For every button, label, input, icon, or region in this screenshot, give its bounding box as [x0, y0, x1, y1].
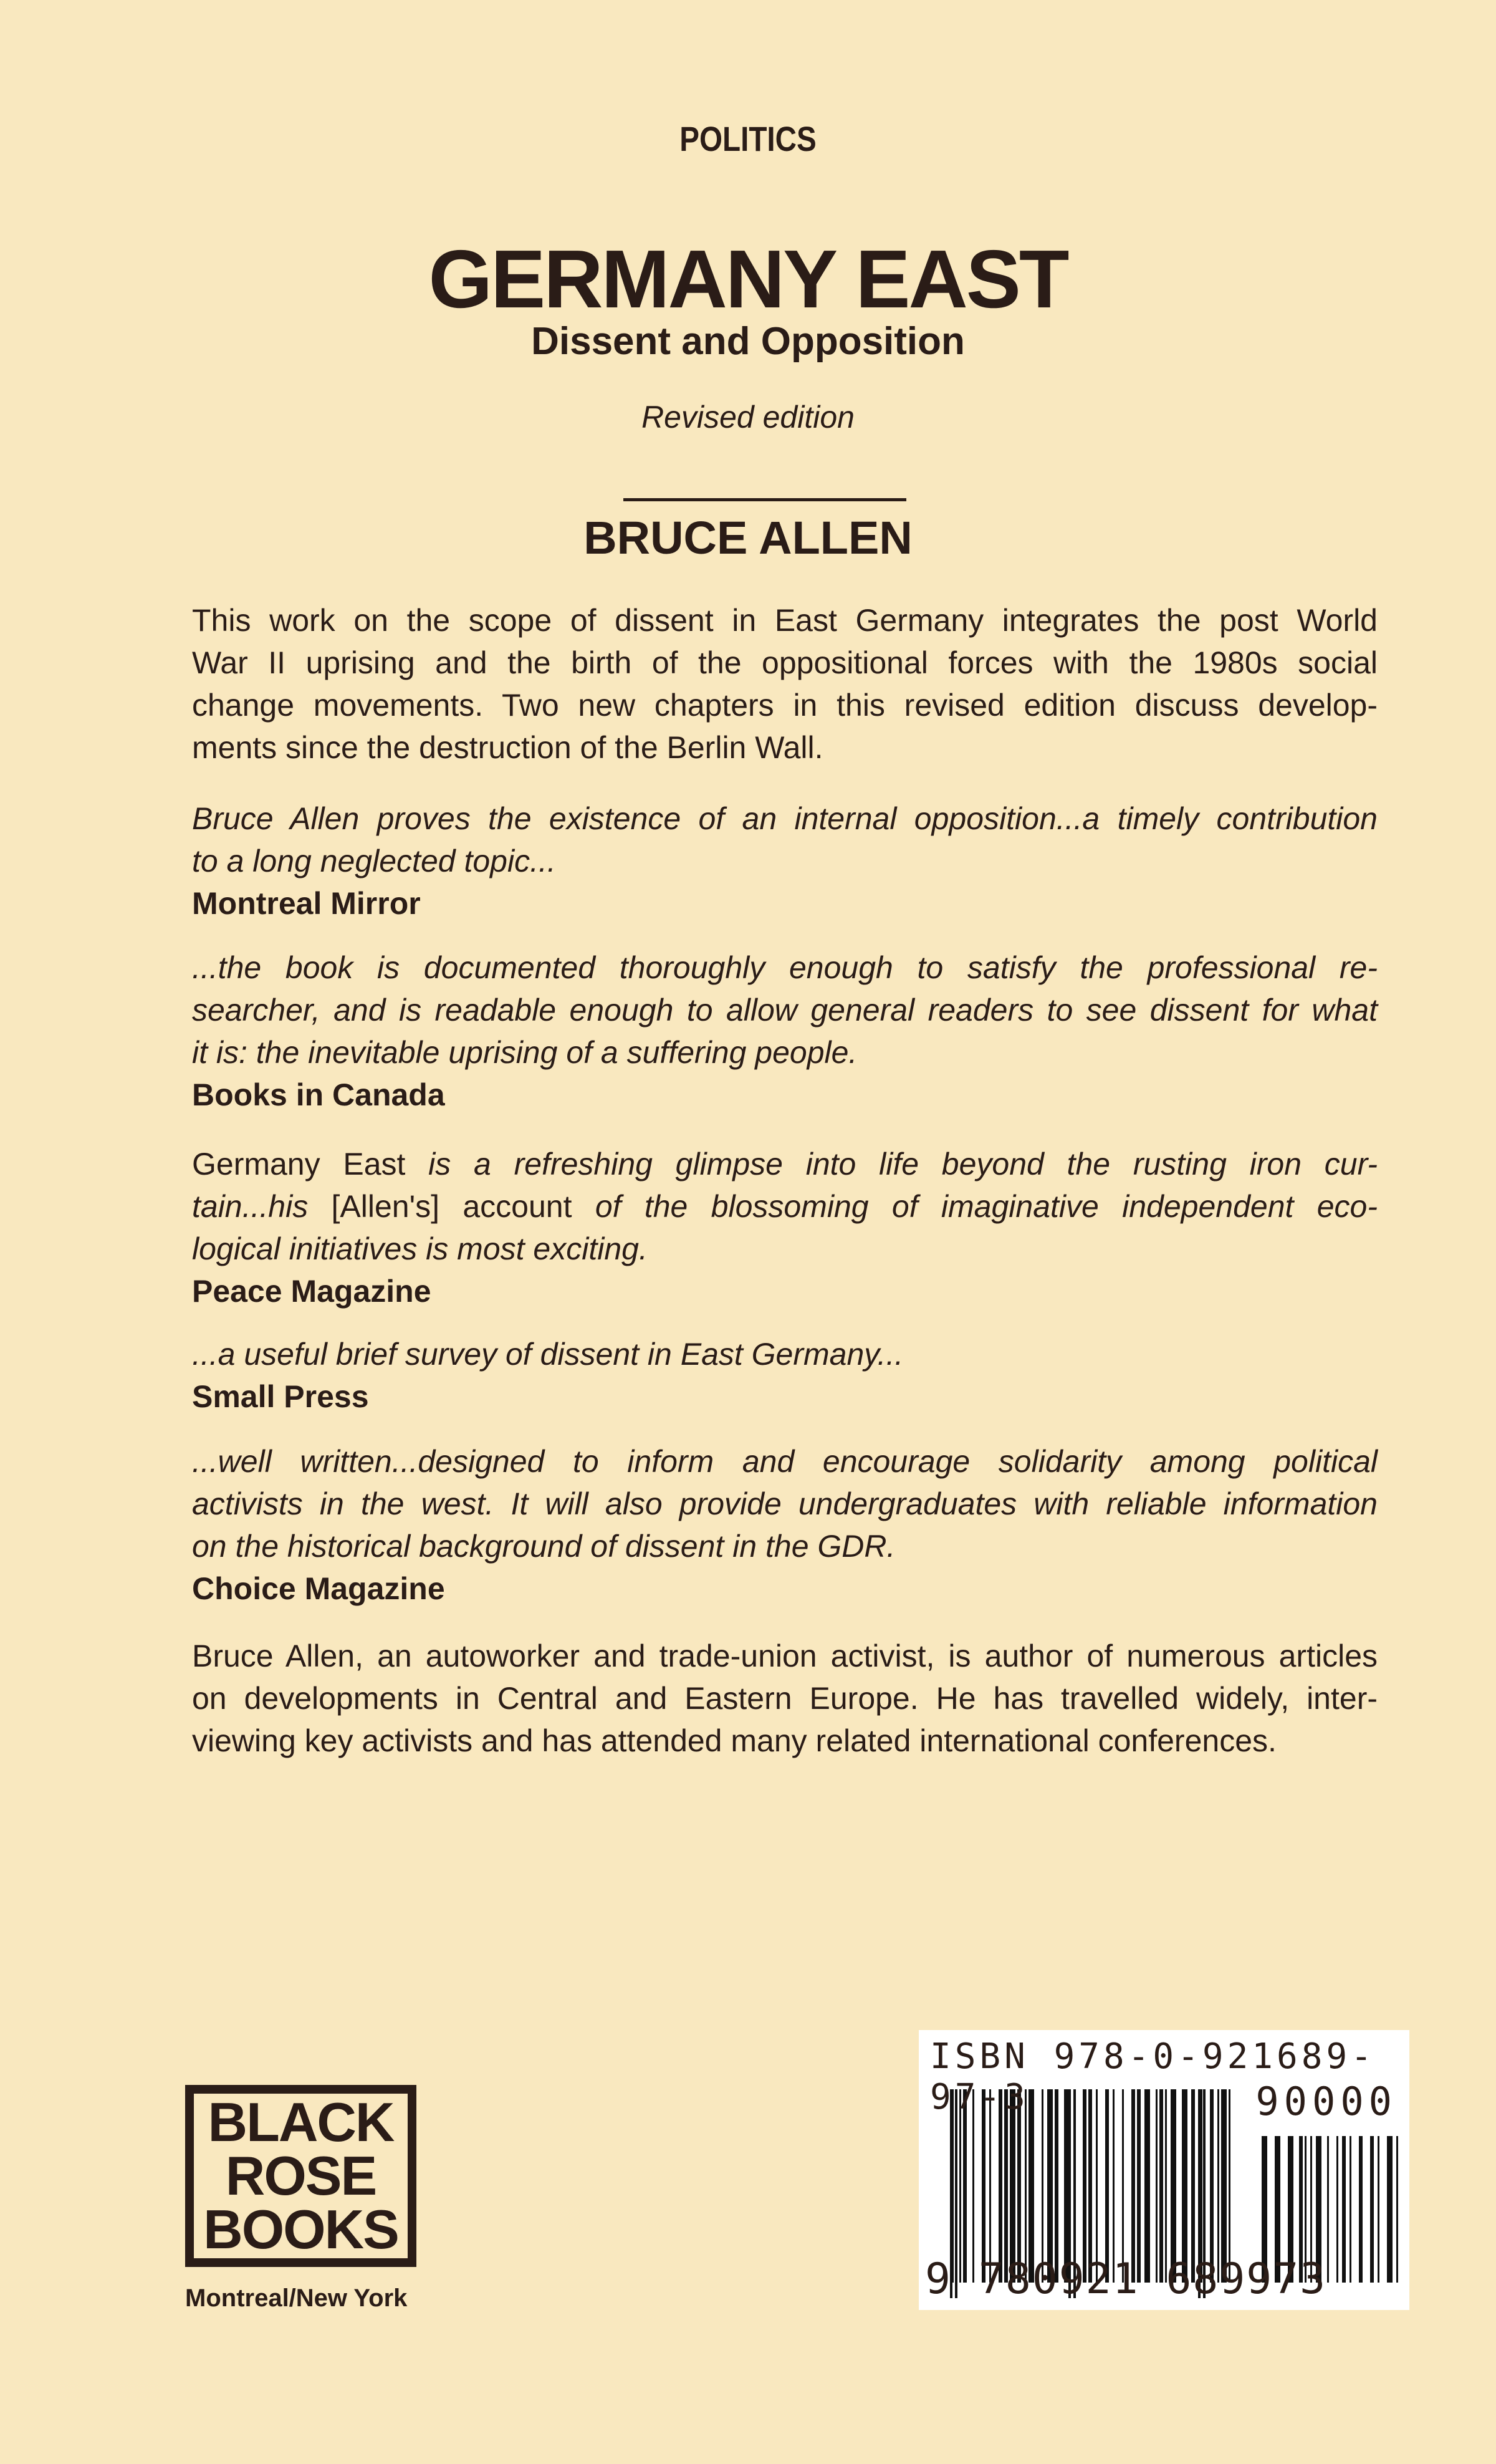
barcode-bar: [959, 2089, 961, 2283]
text-segment: viewing key activists and has attended many related international conferences.: [192, 1723, 1277, 1758]
author-name: BRUCE ALLEN: [583, 512, 913, 564]
book-title: GERMANY EAST: [428, 233, 1068, 325]
text-line: [192, 1677, 1378, 1720]
barcode-bar: [1191, 2089, 1195, 2283]
text-segment: Germany East: [192, 1147, 429, 1181]
text-segment: is a refreshing glimpse into life beyond the rusting iron cur-: [428, 1147, 1378, 1181]
review-source: Peace Magazine: [192, 1274, 431, 1309]
barcode-bar: [1350, 2136, 1351, 2283]
barcode-bar: [1342, 2136, 1346, 2283]
barcode-bar: [999, 2089, 1002, 2283]
review: [192, 1333, 1378, 1418]
review-source: Choice Magazine: [192, 1571, 445, 1606]
text-segment: on developments in Central and Eastern Europe. He has travelled widely, inter-: [192, 1681, 1378, 1716]
barcode-bar: [1327, 2136, 1329, 2283]
text-line: [192, 840, 1378, 882]
barcode-bar: [963, 2089, 967, 2283]
barcode-bar: [1396, 2136, 1398, 2283]
barcode-bar: [1042, 2089, 1043, 2283]
text-segment: logical initiatives is most exciting.: [192, 1231, 648, 1266]
text-line: [192, 797, 1378, 840]
barcode-bar: [1144, 2089, 1150, 2283]
barcode-bar: [1137, 2089, 1141, 2283]
text-line: [192, 1525, 1378, 1567]
text-segment: searcher, and is readable enough to allow general readers to see dissent for what: [192, 993, 1378, 1027]
text-line: [192, 1720, 1378, 1762]
text-segment: This work on the scope of dissent in East Germany integrates the post World: [192, 603, 1378, 638]
barcode-bar: [1159, 2089, 1163, 2283]
text-line: [192, 1228, 1378, 1270]
text-segment: Bruce Allen proves the existence of an internal opposition...a timely contribution: [192, 801, 1378, 836]
text-segment: ...a useful brief survey of dissent in East Germany...: [192, 1337, 904, 1372]
text-segment: activists in the west. It will also provide undergraduates with reliable information: [192, 1486, 1378, 1521]
barcode-bar: [1025, 2089, 1027, 2283]
text-segment: War II uprising and the birth of the oppositional forces with the 1980s social: [192, 645, 1378, 680]
logo-text: BLACK: [208, 2091, 394, 2153]
text-segment: tain...his: [192, 1189, 332, 1224]
barcode-bar: [1096, 2089, 1098, 2283]
review-source: Small Press: [192, 1379, 369, 1414]
barcode-bar: [989, 2089, 991, 2283]
text-segment: ...the book is documented thoroughly enough to satisfy the professional re-: [192, 950, 1378, 985]
text-segment: of the blossoming of imaginative independent eco-: [595, 1189, 1378, 1224]
text-line: [192, 1143, 1378, 1185]
price-code: 90000: [1255, 2079, 1397, 2124]
text-line: [192, 989, 1378, 1031]
review: [192, 1440, 1378, 1610]
text-segment: on the historical background of dissent in the GDR.: [192, 1529, 896, 1564]
barcode-bar: [1131, 2089, 1135, 2283]
barcode-bar: [1221, 2089, 1227, 2283]
barcode-bar: [1105, 2089, 1109, 2283]
logo-text: BOOKS: [203, 2198, 398, 2260]
text-line: [192, 642, 1378, 684]
barcode-bar: [1004, 2089, 1008, 2283]
text-line: [192, 1031, 1378, 1074]
text-segment: to a long neglected topic...: [192, 844, 556, 878]
text-line: [192, 1333, 1378, 1375]
divider: [623, 498, 906, 501]
barcode-bar: [1122, 2089, 1124, 2283]
barcode-bar: [1010, 2089, 1015, 2283]
text-segment: change movements. Two new chapters in this revised edition discuss develop-: [192, 688, 1378, 723]
review-source: Montreal Mirror: [192, 886, 421, 921]
barcode-bar: [1182, 2089, 1187, 2283]
barcode-bar: [1028, 2089, 1034, 2283]
review: [192, 1143, 1378, 1312]
review: [192, 946, 1378, 1116]
description: [192, 599, 1378, 769]
logo-text: ROSE: [225, 2145, 376, 2207]
author-bio: [192, 1635, 1378, 1762]
barcode-bar: [1359, 2136, 1363, 2283]
barcode-bar: [1336, 2136, 1338, 2283]
barcode-bar: [1210, 2089, 1214, 2283]
isbn-text: ISBN 978-0-921689-97-3: [930, 2036, 1376, 2117]
barcode-bar: [1088, 2089, 1092, 2283]
text-line: [192, 1635, 1378, 1677]
review-source: Books in Canada: [192, 1077, 445, 1112]
barcode-bar: [1047, 2089, 1053, 2283]
text-segment: it is: the inevitable uprising of a suffering people.: [192, 1035, 858, 1070]
book-subtitle: Dissent and Opposition: [531, 320, 965, 363]
text-segment: [Allen's] account: [331, 1189, 595, 1224]
isbn-barcode: [919, 2030, 1409, 2310]
barcode-bar: [1171, 2089, 1176, 2283]
barcode-bar: [1217, 2089, 1219, 2283]
barcode-bar: [1156, 2089, 1158, 2283]
barcode-bar: [1387, 2136, 1393, 2283]
barcode-bar: [1229, 2089, 1230, 2283]
ean-digits: 9 780921 689973: [925, 2255, 1327, 2304]
text-line: [192, 599, 1378, 642]
text-line: [192, 726, 1378, 769]
publisher-city: Montreal/New York: [185, 2284, 408, 2312]
barcode-bar: [1165, 2089, 1167, 2283]
barcode-bar: [1083, 2089, 1086, 2283]
text-segment: ments since the destruction of the Berlin Wall.: [192, 730, 823, 765]
category-label: POLITICS: [679, 119, 817, 158]
barcode-bar: [982, 2089, 985, 2283]
text-segment: ...well written...designed to inform and encourage solidarity among political: [192, 1444, 1378, 1479]
text-line: [192, 1440, 1378, 1483]
edition-label: Revised edition: [641, 400, 855, 435]
barcode-bar: [1370, 2136, 1374, 2283]
barcode-bar: [1055, 2089, 1058, 2283]
barcode-bar: [1113, 2089, 1115, 2283]
barcode-bar: [972, 2089, 974, 2283]
text-line: [192, 684, 1378, 726]
barcode-bar: [1017, 2089, 1021, 2283]
review: [192, 797, 1378, 925]
text-line: [192, 1483, 1378, 1525]
barcode-bar: [1378, 2136, 1379, 2283]
text-segment: Bruce Allen, an autoworker and trade-union activist, is author of numerous articles: [192, 1639, 1378, 1673]
publisher-logo: [185, 2085, 416, 2267]
text-line: [192, 946, 1378, 989]
text-line: [192, 1185, 1378, 1228]
